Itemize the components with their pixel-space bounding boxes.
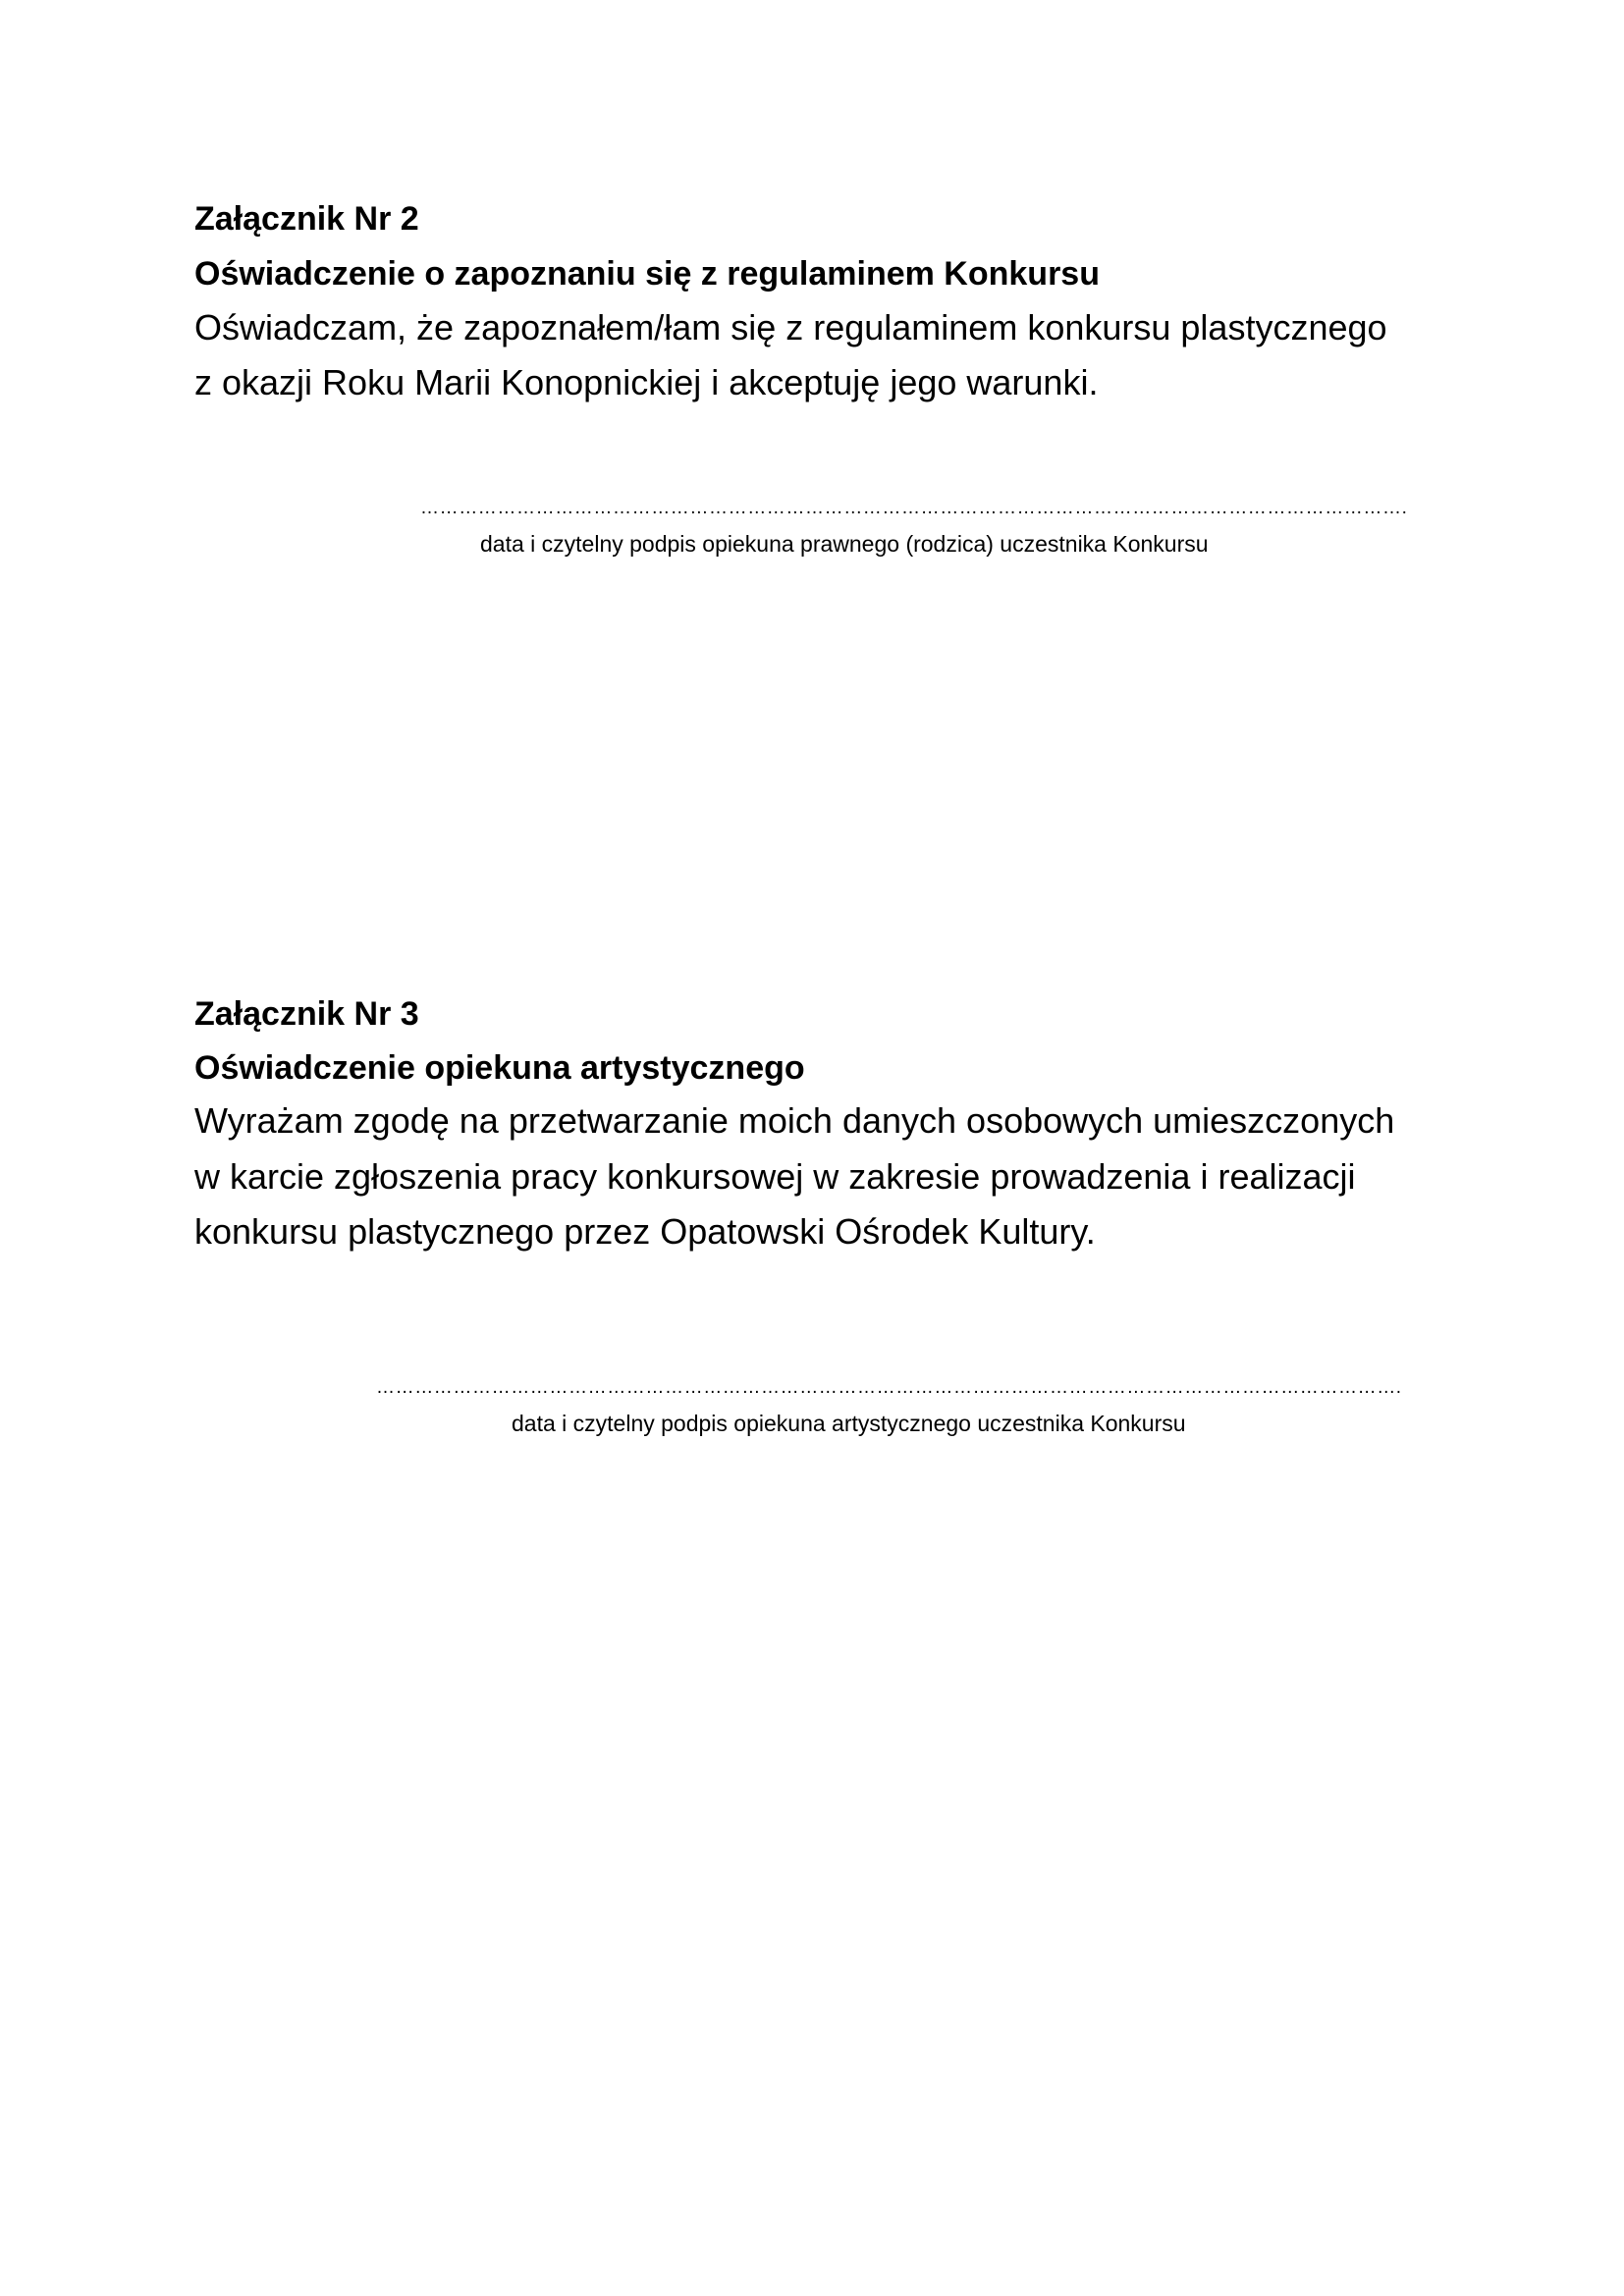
annex-3-signature-caption: data i czytelny podpis opiekuna artystycznego uczestnika Konkursu xyxy=(512,1411,1186,1436)
annex-2-signature-line: ………………………………………………………………………………………………………………………………………. xyxy=(420,498,1408,518)
annex-3-body-line-3: konkursu plastycznego przez Opatowski Ośrodek Kultury. xyxy=(194,1211,1096,1252)
annex-3-body-line-1: Wyrażam zgodę na przetwarzanie moich danych osobowych umieszczonych xyxy=(194,1100,1395,1141)
annex-3-body-line-2: w karcie zgłoszenia pracy konkursowej w zakresie prowadzenia i realizacji xyxy=(194,1156,1356,1197)
annex-2-body-line-1: Oświadczam, że zapoznałem/łam się z regulaminem konkursu plastycznego xyxy=(194,307,1387,347)
annex-3-title: Oświadczenie opiekuna artystycznego xyxy=(194,1049,805,1087)
annex-3-label: Załącznik Nr 3 xyxy=(194,995,419,1033)
annex-2-label: Załącznik Nr 2 xyxy=(194,200,419,238)
annex-2-signature-caption: data i czytelny podpis opiekuna prawnego (rodzica) uczestnika Konkursu xyxy=(480,531,1209,557)
annex-2-title: Oświadczenie o zapoznaniu się z regulaminem Konkursu xyxy=(194,255,1100,293)
annex-3-signature-line: ……………………………………………………………………………………………………………………………………………. xyxy=(376,1377,1402,1398)
annex-2-body-line-2: z okazji Roku Marii Konopnickiej i akceptuję jego warunki. xyxy=(194,362,1099,402)
